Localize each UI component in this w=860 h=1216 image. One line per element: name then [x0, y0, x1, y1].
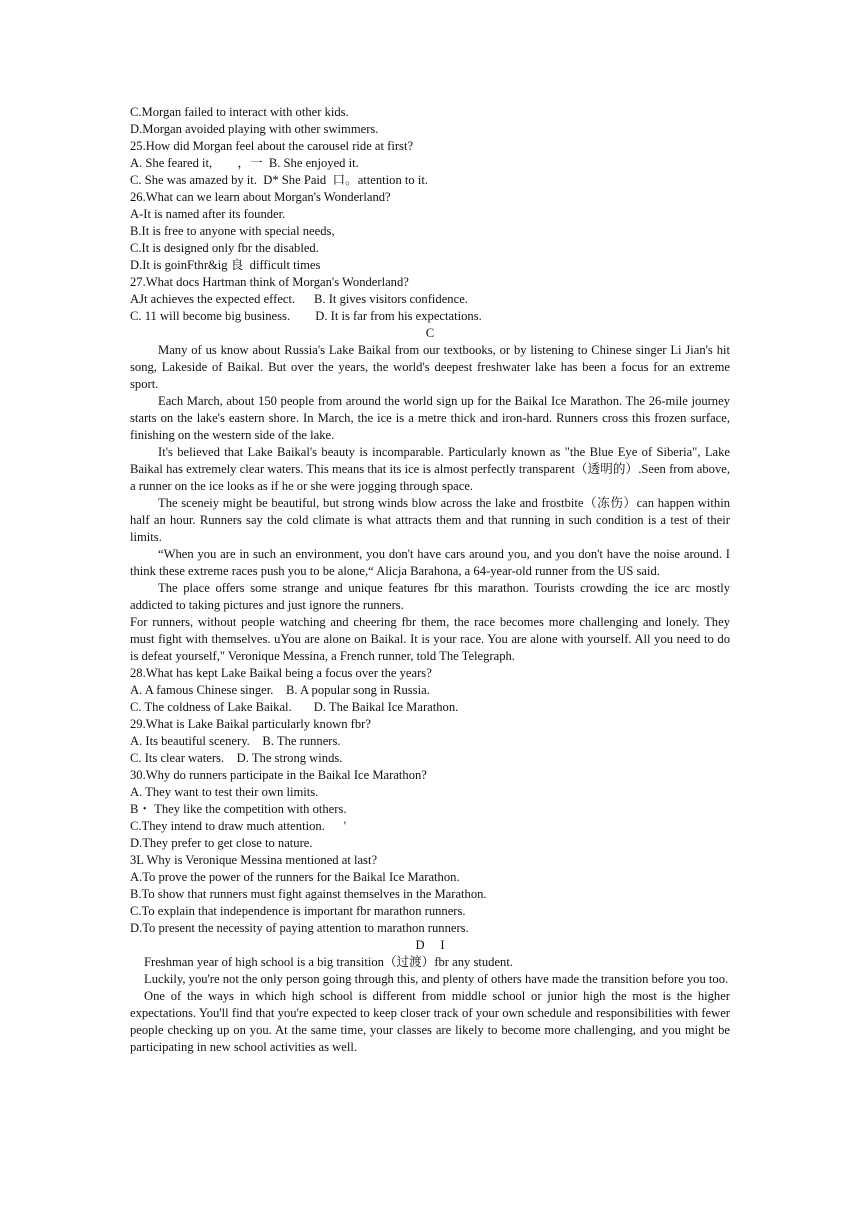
- question-block-25-27: [130, 104, 730, 325]
- section-d-passage: [130, 954, 730, 1056]
- question-line: D.To present the necessity of paying attention to marathon runners.: [130, 921, 469, 935]
- section-d-heading: D I: [415, 938, 445, 952]
- question-line: 30.Why do runners participate in the Baikal Ice Marathon?: [130, 768, 427, 782]
- question-line: D.It is goinFthr&ig 良 difficult times: [130, 258, 321, 272]
- question-line: 28.What has kept Lake Baikal being a focus over the years?: [130, 666, 432, 680]
- question-line: A. A famous Chinese singer. B. A popular song in Russia.: [130, 683, 430, 697]
- question-line: C. She was amazed by it. D* She Paid 口。attention to it.: [130, 173, 429, 187]
- question-line: B.To show that runners must fight against themselves in the Marathon.: [130, 887, 487, 901]
- question-line: 26.What can we learn about Morgan's Wonderland?: [130, 190, 391, 204]
- passage-paragraph: “When you are in such an environment, you don't have cars around you, and you don't have the noise around. I think these extreme races push you to be alone,“ Alicja Barahona, a 64-year-old runner from the US said.: [130, 547, 730, 578]
- question-line: A.To prove the power of the runners for the Baikal Ice Marathon.: [130, 870, 460, 884]
- passage-paragraph: The sceneiy might be beautiful, but strong winds blow across the lake and frostbite（冻伤）can happen within half an hour. Runners say the cold climate is what attracts them and that running in such condition is a test of their limits.: [130, 496, 730, 544]
- passage-paragraph: The place offers some strange and unique features fbr this marathon. Tourists crowding the ice arc mostly addicted to taking pictures and just ignore the runners.: [130, 581, 730, 612]
- passage-paragraph: For runners, without people watching and cheering fbr them, the race becomes more challenging and lonely. They must fight with themselves. uYou are alone on Baikal. It is your race. You are alone with yourself. All you need to do is defeat yourself," Veronique Messina, a French runner, told The Telegraph.: [130, 615, 730, 663]
- question-line: C. 11 will become big business. D. It is far from his expectations.: [130, 309, 482, 323]
- question-line: C.It is designed only fbr the disabled.: [130, 241, 319, 255]
- question-line: A-It is named after its founder.: [130, 207, 286, 221]
- passage-paragraph: Many of us know about Russia's Lake Baikal from our textbooks, or by listening to Chinese singer Li Jian's hit song, Lakeside of Baikal. But over the years, the world's deepest freshwater lake has been a focus for an extreme sport.: [130, 343, 730, 391]
- question-line: D.Morgan avoided playing with other swimmers.: [130, 122, 379, 136]
- question-line: C.They intend to draw much attention. ': [130, 819, 346, 833]
- question-line: B・ They like the competition with others.: [130, 802, 347, 816]
- passage-paragraph: One of the ways in which high school is different from middle school or junior high the most is the higher expectations. You'll find that you're expected to keep closer track of your own schedule and responsibilities with fewer people checking up on you. At the same time, your classes are likely to become more challenging, and you might be participating in new school activities as well.: [130, 989, 730, 1054]
- question-line: D.They prefer to get close to nature.: [130, 836, 313, 850]
- question-line: 27.What docs Hartman think of Morgan's Wonderland?: [130, 275, 409, 289]
- question-line: AJt achieves the expected effect. B. It gives visitors confidence.: [130, 292, 468, 306]
- question-line: C. Its clear waters. D. The strong winds.: [130, 751, 343, 765]
- question-line: C. The coldness of Lake Baikal. D. The Baikal Ice Marathon.: [130, 700, 459, 714]
- question-line: A. Its beautiful scenery. B. The runners.: [130, 734, 341, 748]
- question-line: 29.What is Lake Baikal particularly known fbr?: [130, 717, 371, 731]
- question-line: C.Morgan failed to interact with other kids.: [130, 105, 349, 119]
- passage-paragraph: It's believed that Lake Baikal's beauty is incomparable. Particularly known as "the Blue Eye of Siberia", Lake Baikal has extremely clear waters. This means that its ice is almost perfectly transparent（透明的）.Seen from above, a runner on the ice looks as if he or she were jogging through space.: [130, 445, 730, 493]
- question-line: 25.How did Morgan feel about the carousel ride at first?: [130, 139, 414, 153]
- section-c-heading: C: [425, 326, 435, 340]
- passage-paragraph: Each March, about 150 people from around the world sign up for the Baikal Ice Marathon. The 26-mile journey starts on the lake's eastern shore. In March, the ice is a metre thick and iron-hard. Runners cross this frozen surface, finishing on the western side of the lake.: [130, 394, 730, 442]
- question-line: C.To explain that independence is important fbr marathon runners.: [130, 904, 466, 918]
- question-line: A. She feared it, ，一 B. She enjoyed it.: [130, 156, 359, 170]
- question-block-28-31: [130, 665, 730, 937]
- passage-paragraph: Luckily, you're not the only person going through this, and plenty of others have made the transition before you too.: [144, 972, 729, 986]
- question-line: 3L Why is Veronique Messina mentioned at last?: [130, 853, 378, 867]
- passage-paragraph: Freshman year of high school is a big transition（过渡）fbr any student.: [144, 955, 514, 969]
- question-line: B.It is free to anyone with special needs,: [130, 224, 335, 238]
- document-page: [130, 104, 730, 1056]
- question-line: A. They want to test their own limits.: [130, 785, 319, 799]
- section-c-passage: [130, 342, 730, 665]
